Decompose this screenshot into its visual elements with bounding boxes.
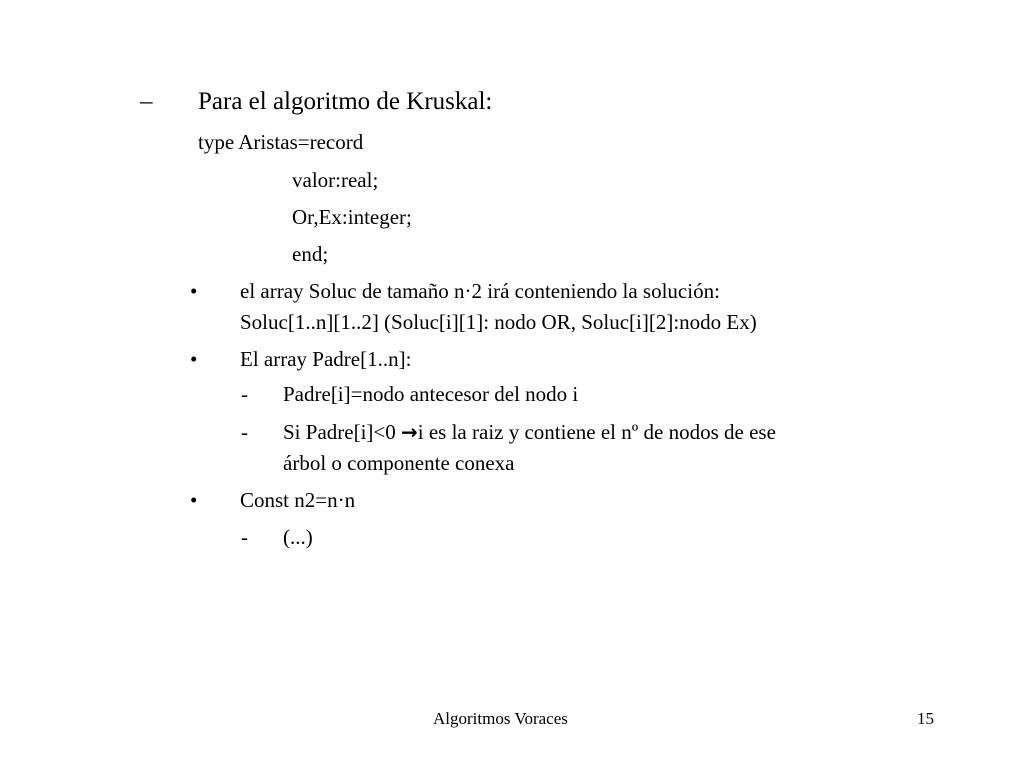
subitem-ellipsis: (...) xyxy=(283,525,313,549)
subitem-marker: - xyxy=(241,420,248,444)
subitem-marker: - xyxy=(241,525,248,549)
subitem-padre-antecesor: Padre[i]=nodo antecesor del nodo i xyxy=(283,382,579,406)
bullet-marker: • xyxy=(190,488,198,512)
subitem-si-padre-line2: árbol o componente conexa xyxy=(283,451,515,475)
heading-text: Para el algoritmo de Kruskal: xyxy=(198,88,493,115)
code-line-or-ex: Or,Ex:integer; xyxy=(292,205,412,229)
bullet-soluc-line1: el array Soluc de tamaño n·2 irá conteniendo la solución: xyxy=(240,279,720,303)
subitem-marker: - xyxy=(241,382,248,406)
bullet-soluc-line2: Soluc[1..n][1..2] (Soluc[i][1]: nodo OR, Soluc[i][2]:nodo Ex) xyxy=(240,310,757,334)
code-line-end: end; xyxy=(292,242,329,266)
bullet-marker: • xyxy=(190,279,198,303)
right-arrow-icon: → xyxy=(401,420,418,444)
subitem-si-padre-line1 xyxy=(283,419,776,445)
page-number: 15 xyxy=(917,709,934,728)
code-line-valor: valor:real; xyxy=(292,168,379,192)
footer-title: Algoritmos Voraces xyxy=(433,709,568,728)
bullet-padre: El array Padre[1..n]: xyxy=(240,347,412,371)
subitem-si-padre-pre: Si Padre[i]<0 xyxy=(283,420,401,444)
subitem-si-padre-post: i es la raiz y contiene el nº de nodos de ese xyxy=(417,420,776,444)
bullet-marker: • xyxy=(190,347,198,371)
code-line-type: type Aristas=record xyxy=(198,130,364,154)
bullet-const: Const n2=n·n xyxy=(240,488,356,512)
heading-dash: – xyxy=(140,88,153,115)
